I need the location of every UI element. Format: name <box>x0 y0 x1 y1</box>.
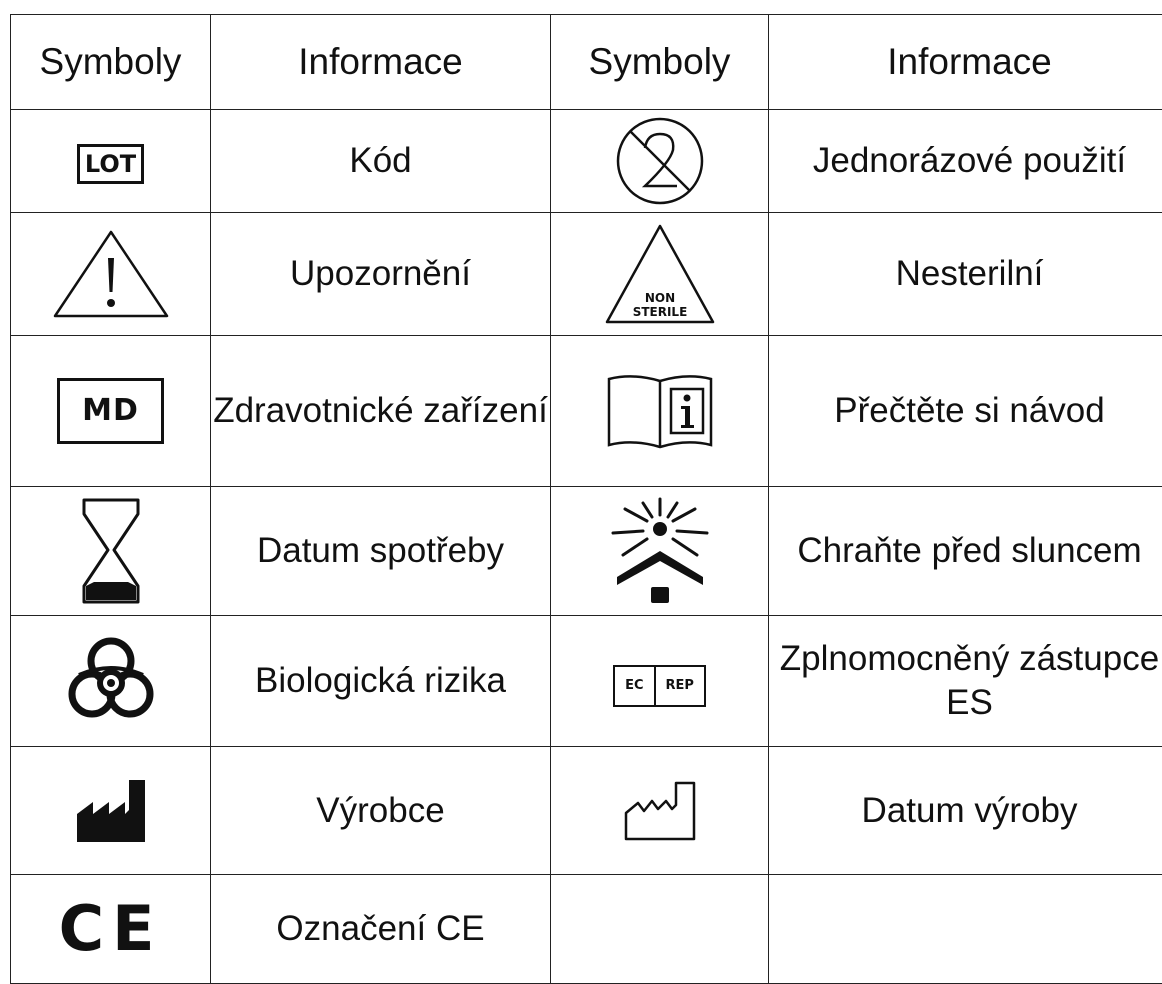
symbol-cell <box>11 747 211 875</box>
info-cell: Označení CE <box>211 875 551 984</box>
symbol-cell <box>11 487 211 616</box>
non-sterile-icon <box>603 222 717 326</box>
table-row <box>11 336 1162 487</box>
symbol-cell <box>11 336 211 487</box>
lot-icon: LOT <box>77 144 144 184</box>
header-symbols-2: Symboly <box>551 15 769 110</box>
single-use-icon <box>613 114 707 208</box>
info-cell: Biologická rizika <box>211 616 551 747</box>
symbol-cell <box>11 213 211 336</box>
table-row <box>11 213 1162 336</box>
header-symbols-1: Symboly <box>11 15 211 110</box>
ce-mark-icon: CE <box>59 892 163 965</box>
hourglass-icon <box>76 496 146 606</box>
symbol-cell <box>551 616 769 747</box>
symbol-cell <box>551 110 769 213</box>
info-cell: Přečtěte si návod <box>769 336 1162 487</box>
info-cell: Datum spotřeby <box>211 487 551 616</box>
biohazard-icon <box>61 631 161 731</box>
medical-device-icon: MD <box>57 378 164 444</box>
symbol-cell <box>11 875 211 984</box>
manufacture-date-icon <box>620 779 700 843</box>
warning-icon <box>51 228 171 320</box>
ec-rep-icon <box>613 665 706 707</box>
rep-label: REP <box>654 667 704 705</box>
symbol-cell <box>551 336 769 487</box>
info-cell: Zplnomocněný zástupce ES <box>769 616 1162 747</box>
header-row <box>11 15 1162 110</box>
table-row <box>11 487 1162 616</box>
symbol-cell <box>551 213 769 336</box>
manufacturer-icon <box>73 776 149 846</box>
symbol-cell <box>11 110 211 213</box>
table-row <box>11 875 1162 984</box>
info-cell: Výrobce <box>211 747 551 875</box>
symbol-cell <box>551 487 769 616</box>
info-cell: Upozornění <box>211 213 551 336</box>
non-sterile-label-1: NON <box>644 291 674 305</box>
header-info-2: Informace <box>769 15 1162 110</box>
ec-label: EC <box>615 667 653 705</box>
info-cell: Jednorázové použití <box>769 110 1162 213</box>
instructions-icon <box>605 371 715 451</box>
symbol-cell <box>11 616 211 747</box>
info-cell: Kód <box>211 110 551 213</box>
table-row <box>11 747 1162 875</box>
keep-from-sunlight-icon <box>605 495 715 607</box>
info-cell: Nesterilní <box>769 213 1162 336</box>
info-cell: Chraňte před sluncem <box>769 487 1162 616</box>
table-row <box>11 110 1162 213</box>
info-cell: Zdravotnické zařízení <box>211 336 551 487</box>
empty-cell <box>769 875 1162 984</box>
symbols-table <box>10 14 1162 984</box>
table-row <box>11 616 1162 747</box>
header-info-1: Informace <box>211 15 551 110</box>
info-cell: Datum výroby <box>769 747 1162 875</box>
empty-cell <box>551 875 769 984</box>
symbol-cell <box>551 747 769 875</box>
non-sterile-label-2: STERILE <box>632 305 687 319</box>
